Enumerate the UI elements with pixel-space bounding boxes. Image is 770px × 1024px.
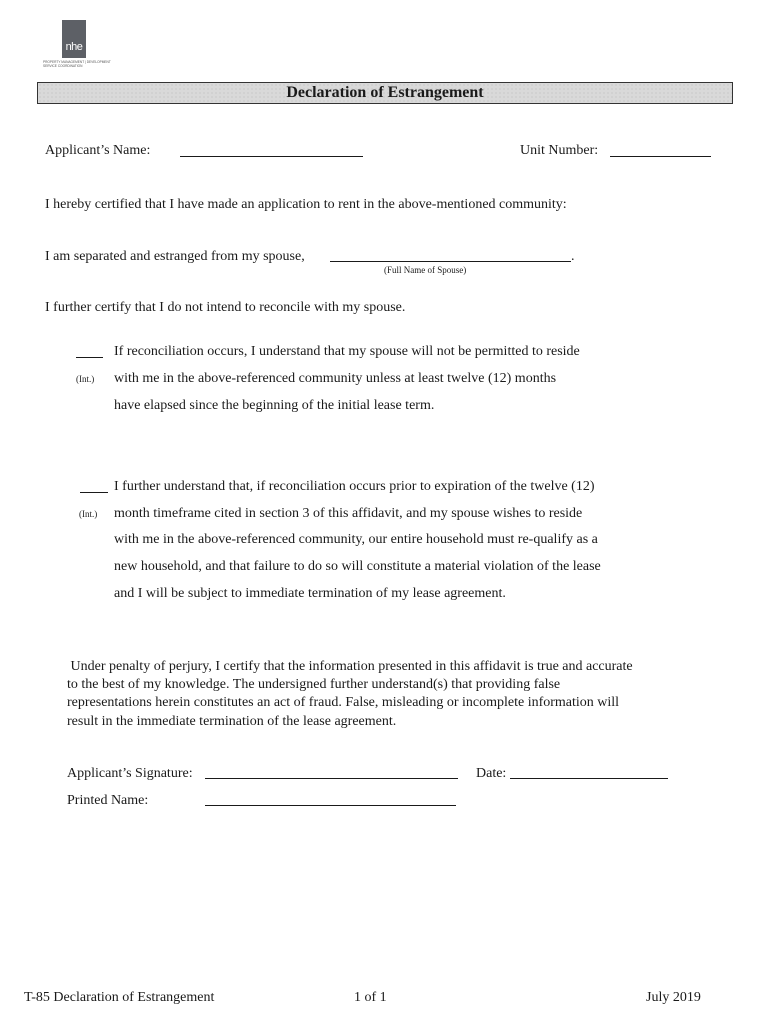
spouse-name-field[interactable]: [330, 261, 571, 262]
clause1-line: If reconciliation occurs, I understand that my spouse will not be permitted to reside: [114, 344, 580, 359]
separated-statement-period: .: [571, 249, 575, 264]
footer-form-name: T-85 Declaration of Estrangement: [24, 990, 215, 1005]
certify-statement: I hereby certified that I have made an application to rent in the above-mentioned community:: [45, 197, 567, 212]
clause1-line: with me in the above-referenced community unless at least twelve (12) months: [114, 371, 557, 386]
unit-number-field[interactable]: [610, 156, 711, 157]
clause2-line: new household, and that failure to do so will constitute a material violation of the lease: [114, 559, 601, 574]
clause2-line: I further understand that, if reconciliation occurs prior to expiration of the twelve (12): [114, 479, 595, 494]
perjury-line: to the best of my knowledge. The undersigned further understand(s) that providing false: [67, 677, 561, 692]
clause2-line: and I will be subject to immediate termination of my lease agreement.: [114, 586, 506, 601]
clause2-line: month timeframe cited in section 3 of this affidavit, and my spouse wishes to reside: [114, 506, 583, 521]
separated-statement: I am separated and estranged from my spouse,: [45, 249, 305, 264]
company-logo-text: nhe: [65, 41, 83, 53]
unit-number-label: Unit Number:: [520, 143, 599, 158]
clause1-initial-field[interactable]: [76, 357, 103, 358]
clause2-initial-field[interactable]: [80, 492, 108, 493]
no-reconcile-statement: I further certify that I do not intend to reconcile with my spouse.: [45, 300, 406, 315]
printed-name-field[interactable]: [205, 805, 456, 806]
signature-label: Applicant’s Signature:: [67, 766, 193, 781]
clause2-initial-label: (Int.): [79, 509, 98, 519]
footer-page-number: 1 of 1: [354, 990, 387, 1005]
page-title: Declaration of Estrangement: [286, 84, 484, 101]
signature-field[interactable]: [205, 778, 458, 779]
date-field[interactable]: [510, 778, 668, 779]
company-logo-tagline: PROPERTY MANAGEMENT | DEVELOPMENT SERVICE COORDINATION: [43, 60, 111, 68]
applicant-name-field[interactable]: [180, 156, 363, 157]
footer-date: July 2019: [646, 990, 701, 1005]
clause2-line: with me in the above-referenced community, our entire household must re-qualify as a: [114, 532, 598, 547]
printed-name-label: Printed Name:: [67, 793, 149, 808]
spouse-name-caption: (Full Name of Spouse): [384, 265, 467, 275]
applicant-name-label: Applicant’s Name:: [45, 143, 151, 158]
date-label: Date:: [476, 766, 507, 781]
perjury-line: representations herein constitutes an act of fraud. False, misleading or incomplete information will: [67, 695, 620, 710]
clause1-line: have elapsed since the beginning of the initial lease term.: [114, 398, 435, 413]
perjury-line: Under penalty of perjury, I certify that the information presented in this affidavit is true and accurate: [67, 659, 633, 674]
perjury-line: result in the immediate termination of the lease agreement.: [67, 714, 397, 729]
clause1-initial-label: (Int.): [76, 374, 95, 384]
